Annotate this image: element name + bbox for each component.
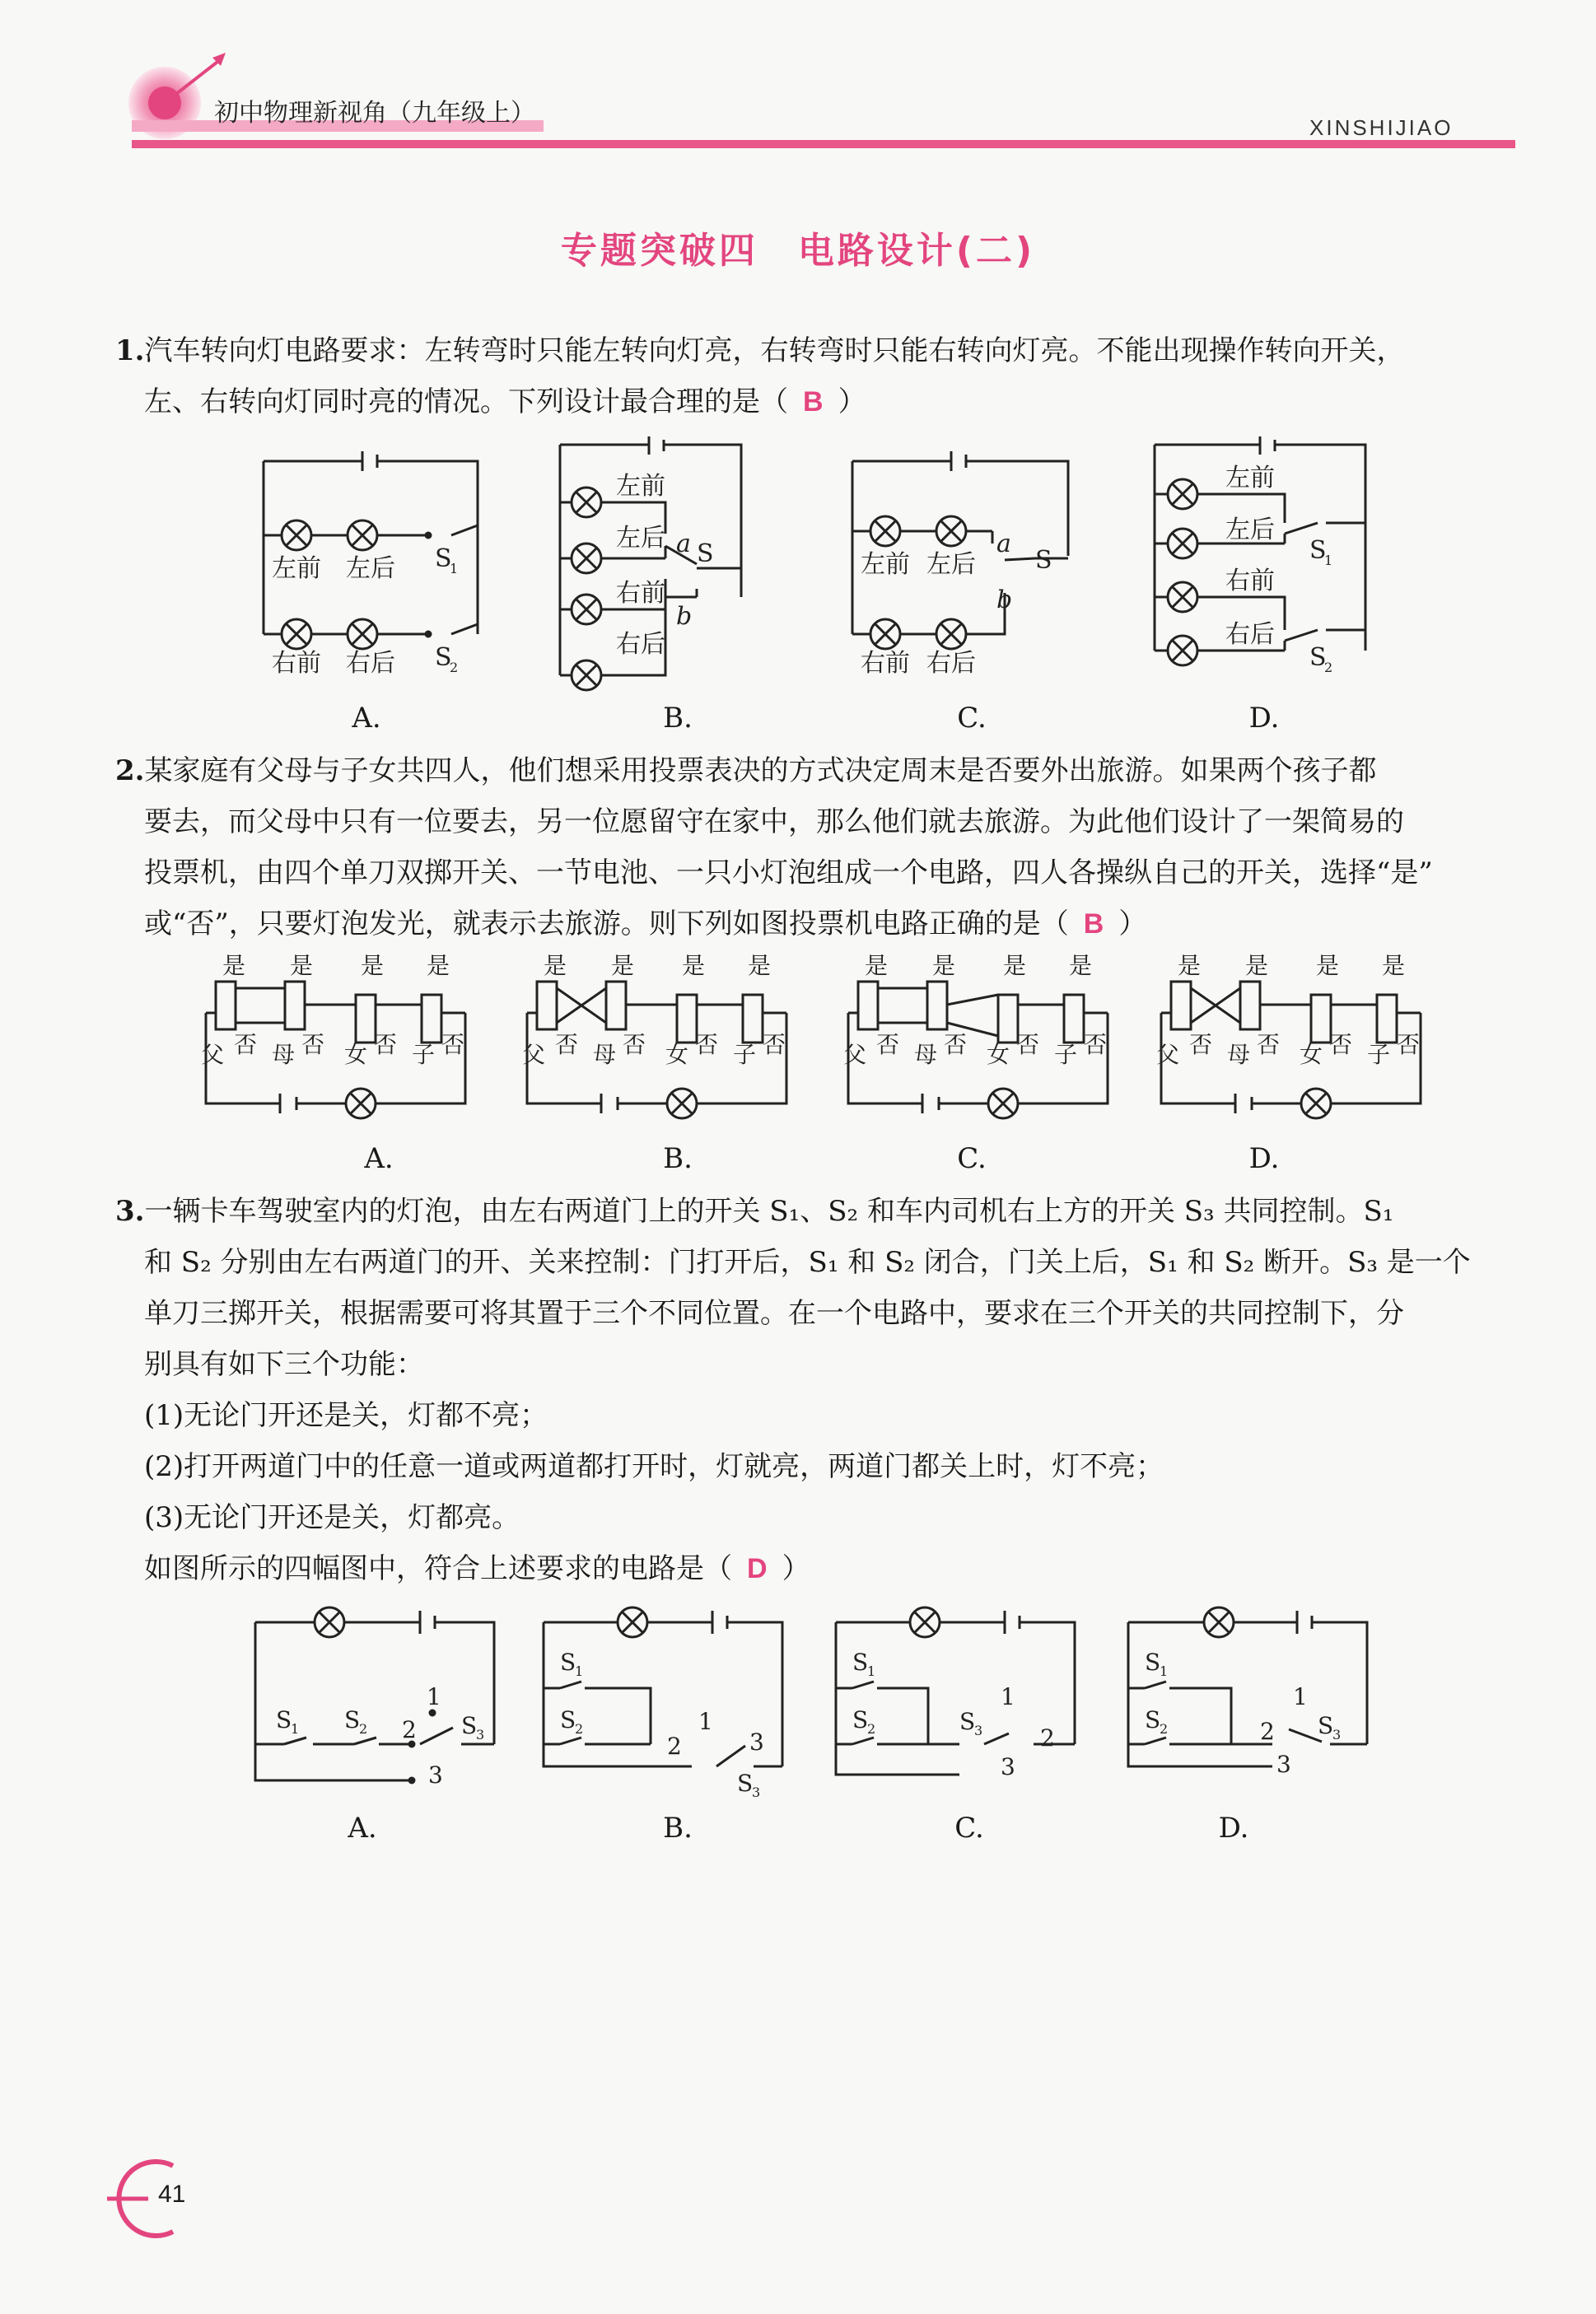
svg-text:3: 3 bbox=[974, 1723, 983, 1738]
svg-text:3: 3 bbox=[428, 1761, 443, 1789]
svg-text:右前: 右前 bbox=[616, 579, 665, 608]
q2-circuit-d bbox=[1156, 952, 1421, 1118]
svg-text:否: 否 bbox=[695, 1031, 719, 1058]
q2-option-d: D. bbox=[1248, 1142, 1280, 1175]
q1-line2-end: ） bbox=[838, 385, 866, 418]
q3-line4: 别具有如下三个功能： bbox=[144, 1348, 424, 1381]
q2-line1: 某家庭有父母与子女共四人，他们想采用投票表决的方式决定周末是否要外出旅游。如果两个孩子都 bbox=[144, 754, 1377, 787]
q1-line1: 汽车转向灯电路要求：左转弯时只能左转向灯亮，右转弯时只能右转向灯亮。不能出现操作转向开关， bbox=[144, 334, 1405, 367]
svg-text:S: S bbox=[461, 1712, 478, 1739]
question-1 bbox=[115, 325, 1515, 427]
svg-text:S: S bbox=[435, 643, 452, 672]
svg-text:3: 3 bbox=[476, 1727, 485, 1742]
svg-text:左前: 左前 bbox=[272, 554, 321, 583]
svg-text:是: 是 bbox=[222, 952, 246, 979]
svg-text:母: 母 bbox=[272, 1041, 296, 1068]
q3-option-d: D. bbox=[1218, 1812, 1249, 1845]
svg-text:2: 2 bbox=[867, 1721, 876, 1737]
q1-option-d: D. bbox=[1248, 702, 1280, 735]
svg-text:否: 否 bbox=[1329, 1031, 1353, 1058]
svg-text:左后: 左后 bbox=[926, 550, 976, 579]
svg-text:3: 3 bbox=[749, 1729, 764, 1756]
q3-item2: (2)打开两道门中的任意一道或两道都打开时，灯就亮，两道门都关上时，灯不亮； bbox=[144, 1450, 1164, 1483]
svg-text:是: 是 bbox=[682, 952, 706, 979]
q3-circuit-a bbox=[255, 1607, 494, 1789]
svg-text:左前: 左前 bbox=[861, 550, 910, 579]
svg-text:S: S bbox=[276, 1706, 292, 1733]
q2-option-c: C. bbox=[957, 1142, 987, 1175]
q1-circuit-b bbox=[560, 436, 741, 690]
svg-text:是: 是 bbox=[1316, 952, 1340, 979]
svg-text:2: 2 bbox=[1160, 1721, 1169, 1737]
svg-text:3: 3 bbox=[752, 1784, 761, 1800]
svg-text:1: 1 bbox=[427, 1683, 441, 1710]
svg-text:1: 1 bbox=[575, 1663, 584, 1679]
svg-text:否: 否 bbox=[1084, 1031, 1108, 1058]
svg-text:2: 2 bbox=[450, 660, 459, 675]
svg-text:是: 是 bbox=[1245, 952, 1269, 979]
q2-line3: 投票机，由四个单刀双掷开关、一节电池、一只小灯泡组成一个电路，四人各操纵自己的开关，选择“是” bbox=[144, 856, 1433, 889]
page-number: 41 bbox=[158, 2181, 186, 2208]
svg-text:否: 否 bbox=[623, 1031, 646, 1058]
q3-line2: 和 S₂ 分别由左右两道门的开、关来控制：门打开后，S₁ 和 S₂ 闭合，门关上后，S₁ 和 S₂ 断开。S₃ 是一个 bbox=[144, 1246, 1471, 1279]
svg-text:否: 否 bbox=[876, 1031, 900, 1058]
svg-text:是: 是 bbox=[427, 952, 450, 979]
svg-text:2: 2 bbox=[359, 1721, 368, 1737]
svg-text:否: 否 bbox=[1397, 1031, 1421, 1058]
svg-text:2: 2 bbox=[1260, 1718, 1275, 1745]
svg-text:是: 是 bbox=[361, 952, 385, 979]
svg-text:3: 3 bbox=[1332, 1727, 1342, 1742]
svg-text:3: 3 bbox=[1001, 1753, 1015, 1780]
q2-circuit-a bbox=[201, 952, 465, 1118]
svg-text:右前: 右前 bbox=[1225, 567, 1275, 595]
svg-text:右前: 右前 bbox=[272, 649, 321, 678]
svg-text:女: 女 bbox=[1300, 1041, 1323, 1068]
q2-line2: 要去，而父母中只有一位要去，另一位愿留守在家中，那么他们就去旅游。为此他们设计了一架简易的 bbox=[144, 805, 1404, 838]
svg-text:左前: 左前 bbox=[616, 472, 665, 501]
page-corner-decoration bbox=[99, 2149, 214, 2248]
svg-text:子: 子 bbox=[1054, 1041, 1078, 1068]
svg-text:否: 否 bbox=[1257, 1031, 1281, 1058]
svg-text:2: 2 bbox=[402, 1716, 417, 1743]
svg-text:是: 是 bbox=[1003, 952, 1027, 979]
svg-text:是: 是 bbox=[1069, 952, 1093, 979]
svg-text:b: b bbox=[676, 602, 693, 631]
svg-text:a: a bbox=[996, 530, 1011, 558]
q1-circuit-c bbox=[852, 451, 1068, 678]
svg-text:右前: 右前 bbox=[861, 649, 910, 678]
svg-text:S: S bbox=[959, 1708, 976, 1735]
q1-number: 1. bbox=[115, 334, 145, 367]
svg-text:父: 父 bbox=[1156, 1041, 1180, 1068]
svg-text:2: 2 bbox=[1040, 1724, 1055, 1752]
svg-text:a: a bbox=[676, 530, 691, 558]
svg-text:是: 是 bbox=[865, 952, 889, 979]
svg-text:S: S bbox=[435, 544, 452, 573]
q3-item1: (1)无论门开还是关，灯都不亮； bbox=[144, 1399, 548, 1432]
q2-circuits bbox=[198, 952, 1421, 1145]
q1-line2: 左、右转向灯同时亮的情况。下列设计最合理的是（ bbox=[144, 385, 788, 418]
svg-text:否: 否 bbox=[301, 1031, 325, 1058]
header-rule bbox=[132, 140, 1515, 148]
svg-text:否: 否 bbox=[374, 1031, 398, 1058]
q3-circuits bbox=[247, 1598, 1400, 1800]
svg-text:子: 子 bbox=[412, 1041, 436, 1068]
svg-text:1: 1 bbox=[1293, 1683, 1308, 1710]
q1-circuit-a bbox=[264, 451, 478, 678]
svg-text:父: 父 bbox=[201, 1041, 225, 1068]
svg-text:1: 1 bbox=[1160, 1663, 1169, 1679]
question-3 bbox=[115, 1186, 1515, 1594]
svg-text:2: 2 bbox=[667, 1733, 682, 1760]
svg-text:父: 父 bbox=[522, 1041, 546, 1068]
svg-text:S: S bbox=[1318, 1712, 1334, 1739]
svg-text:是: 是 bbox=[1382, 952, 1406, 979]
svg-text:1: 1 bbox=[698, 1708, 713, 1735]
svg-text:子: 子 bbox=[1367, 1041, 1391, 1068]
q1-option-a: A. bbox=[352, 702, 381, 735]
q1-answer: B bbox=[803, 386, 824, 418]
svg-text:S: S bbox=[560, 1649, 576, 1676]
svg-text:母: 母 bbox=[1227, 1041, 1251, 1068]
q1-circuit-d bbox=[1155, 436, 1365, 675]
q3-answer: D bbox=[747, 1553, 768, 1584]
brand-name: XINSHIJIAO bbox=[1309, 115, 1454, 140]
svg-text:否: 否 bbox=[441, 1031, 465, 1058]
svg-text:S: S bbox=[344, 1706, 361, 1733]
svg-text:1: 1 bbox=[867, 1663, 876, 1679]
svg-text:右后: 右后 bbox=[1225, 620, 1275, 649]
svg-text:1: 1 bbox=[450, 561, 459, 576]
q2-option-a: A. bbox=[364, 1142, 394, 1175]
q3-line1: 一辆卡车驾驶室内的灯泡，由左右两道门上的开关 S₁、S₂ 和车内司机右上方的开关 S₃ 共同控制。S₁ bbox=[144, 1195, 1394, 1228]
q2-circuit-b bbox=[522, 952, 786, 1118]
page-title: 专题突破四 电路设计(二) bbox=[560, 230, 1036, 272]
svg-text:S: S bbox=[1309, 536, 1327, 565]
question-2 bbox=[115, 745, 1515, 949]
svg-text:否: 否 bbox=[1189, 1031, 1213, 1058]
q1-option-c: C. bbox=[957, 702, 987, 735]
svg-text:是: 是 bbox=[1178, 952, 1202, 979]
svg-text:否: 否 bbox=[234, 1031, 258, 1058]
svg-text:S: S bbox=[1309, 643, 1327, 672]
q3-line3: 单刀三掷开关，根据需要可将其置于三个不同位置。在一个电路中，要求在三个开关的共同控制下，分 bbox=[144, 1297, 1404, 1330]
svg-text:左后: 左后 bbox=[1225, 516, 1275, 544]
q3-number: 3. bbox=[115, 1195, 145, 1228]
svg-text:否: 否 bbox=[1016, 1031, 1040, 1058]
q3-circuit-d bbox=[1128, 1607, 1367, 1778]
svg-text:1: 1 bbox=[1324, 553, 1333, 568]
svg-text:S: S bbox=[1145, 1706, 1161, 1733]
svg-text:否: 否 bbox=[944, 1031, 968, 1058]
svg-text:2: 2 bbox=[1324, 660, 1333, 675]
svg-text:否: 否 bbox=[555, 1031, 579, 1058]
svg-text:S: S bbox=[1035, 546, 1052, 575]
q2-number: 2. bbox=[115, 754, 145, 787]
svg-text:女: 女 bbox=[344, 1041, 368, 1068]
q3-circuit-b bbox=[544, 1607, 782, 1800]
q2-option-b: B. bbox=[663, 1142, 693, 1175]
q2-circuit-c bbox=[843, 952, 1108, 1118]
svg-text:1: 1 bbox=[291, 1721, 300, 1737]
svg-text:左后: 左后 bbox=[616, 524, 665, 553]
q3-circuit-c bbox=[836, 1607, 1075, 1780]
q3-line5-end: ） bbox=[782, 1552, 810, 1585]
q1-circuits bbox=[247, 436, 1400, 700]
svg-text:3: 3 bbox=[1276, 1751, 1291, 1778]
svg-text:2: 2 bbox=[575, 1721, 584, 1737]
svg-text:是: 是 bbox=[290, 952, 314, 979]
svg-text:S: S bbox=[1145, 1649, 1161, 1676]
book-title: 初中物理新视角（九年级上） bbox=[214, 99, 535, 128]
svg-text:是: 是 bbox=[544, 952, 567, 979]
svg-text:子: 子 bbox=[733, 1041, 757, 1068]
svg-text:否: 否 bbox=[763, 1031, 786, 1058]
svg-text:S: S bbox=[852, 1706, 869, 1733]
svg-text:右后: 右后 bbox=[616, 630, 665, 659]
svg-text:是: 是 bbox=[932, 952, 956, 979]
svg-text:是: 是 bbox=[748, 952, 772, 979]
q2-line4: 或“否”，只要灯泡发光，就表示去旅游。则下列如图投票机电路正确的是（ bbox=[144, 907, 1069, 940]
q2-line4-end: ） bbox=[1118, 907, 1147, 940]
svg-text:S: S bbox=[852, 1649, 869, 1676]
svg-text:1: 1 bbox=[1001, 1683, 1015, 1710]
svg-text:S: S bbox=[697, 539, 714, 568]
q1-option-b: B. bbox=[663, 702, 693, 735]
svg-text:S: S bbox=[737, 1770, 754, 1797]
q3-option-a: A. bbox=[348, 1812, 377, 1845]
svg-text:右后: 右后 bbox=[346, 649, 395, 678]
svg-text:右后: 右后 bbox=[926, 649, 976, 678]
svg-text:左后: 左后 bbox=[346, 554, 395, 583]
q3-option-c: C. bbox=[954, 1812, 984, 1845]
q3-item3: (3)无论门开还是关，灯都亮。 bbox=[144, 1501, 520, 1534]
svg-text:b: b bbox=[996, 585, 1013, 614]
svg-text:S: S bbox=[560, 1706, 576, 1733]
svg-text:父: 父 bbox=[843, 1041, 867, 1068]
svg-text:母: 母 bbox=[593, 1041, 617, 1068]
svg-text:女: 女 bbox=[987, 1041, 1010, 1068]
svg-text:是: 是 bbox=[611, 952, 635, 979]
svg-text:女: 女 bbox=[665, 1041, 689, 1068]
q3-option-b: B. bbox=[663, 1812, 693, 1845]
svg-text:左前: 左前 bbox=[1225, 464, 1275, 492]
svg-text:母: 母 bbox=[914, 1041, 938, 1068]
q2-answer: B bbox=[1083, 908, 1104, 940]
q3-line5: 如图所示的四幅图中，符合上述要求的电路是（ bbox=[144, 1552, 732, 1585]
